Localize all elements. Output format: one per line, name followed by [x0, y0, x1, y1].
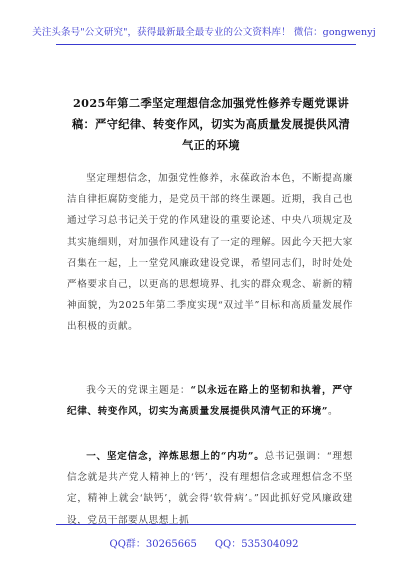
footer-qq-group: QQ群：30265665: [109, 539, 197, 550]
footer-qq: QQ：535304092: [214, 539, 299, 550]
paragraph-3: [67, 446, 353, 531]
paragraph-2-theme: “以永远在路上的坚韧和执着，严守纪律、转变作风，切实为高质量发展提供风清气正的环境”: [67, 385, 353, 418]
paragraph-2: [67, 380, 353, 422]
header-divider: [56, 44, 356, 45]
section-heading-1: 一、坚定信念，淬炼思想上的“内功”。: [86, 451, 265, 462]
document-title: 2025年第二季坚定理想信念加强党性修养专题党课讲稿：严守纪律、转变作风，切实为高质量发展提供风清气正的环境: [71, 96, 351, 152]
paragraph-3-body: 总书记强调：“理想信念就是共产党人精神上的‘钙’，没有理想信念或理想信念不坚定，精神上就会‘缺钙’，就会得‘软骨病’。”因此抓好党风廉政建设，党员干部要从思想上抓: [67, 451, 353, 526]
paragraph-2-intro: 我今天的党课主题是：: [86, 385, 191, 396]
paragraph-2-end: 。: [327, 406, 339, 418]
footer: [0, 535, 408, 550]
footer-divider: [56, 524, 356, 525]
paragraph-1: 坚定理想信念，加强党性修养，永葆政治本色，不断提高廉洁自律拒腐防变能力，是党员干部的终生课题。近期，我自己也通过学习总书记关于党的作风建设的重要论述、中央八项规定及其实施细则，对加强作风建设有了一定的理解。因此今天把大家召集在一起，上一堂党风廉政建设党课，希望同志们，时时处处严格要求自己，以更高的思想境界、扎实的群众观念、崭新的精神面貌，为2025年第二季度实现“双过半”目标和高质量发展作出积极的贡献。: [67, 173, 353, 333]
header-banner: 关注头条号"公文研究"，获得最新最全最专业的公文资料库！ 微信：gongwenyj: [32, 27, 376, 38]
